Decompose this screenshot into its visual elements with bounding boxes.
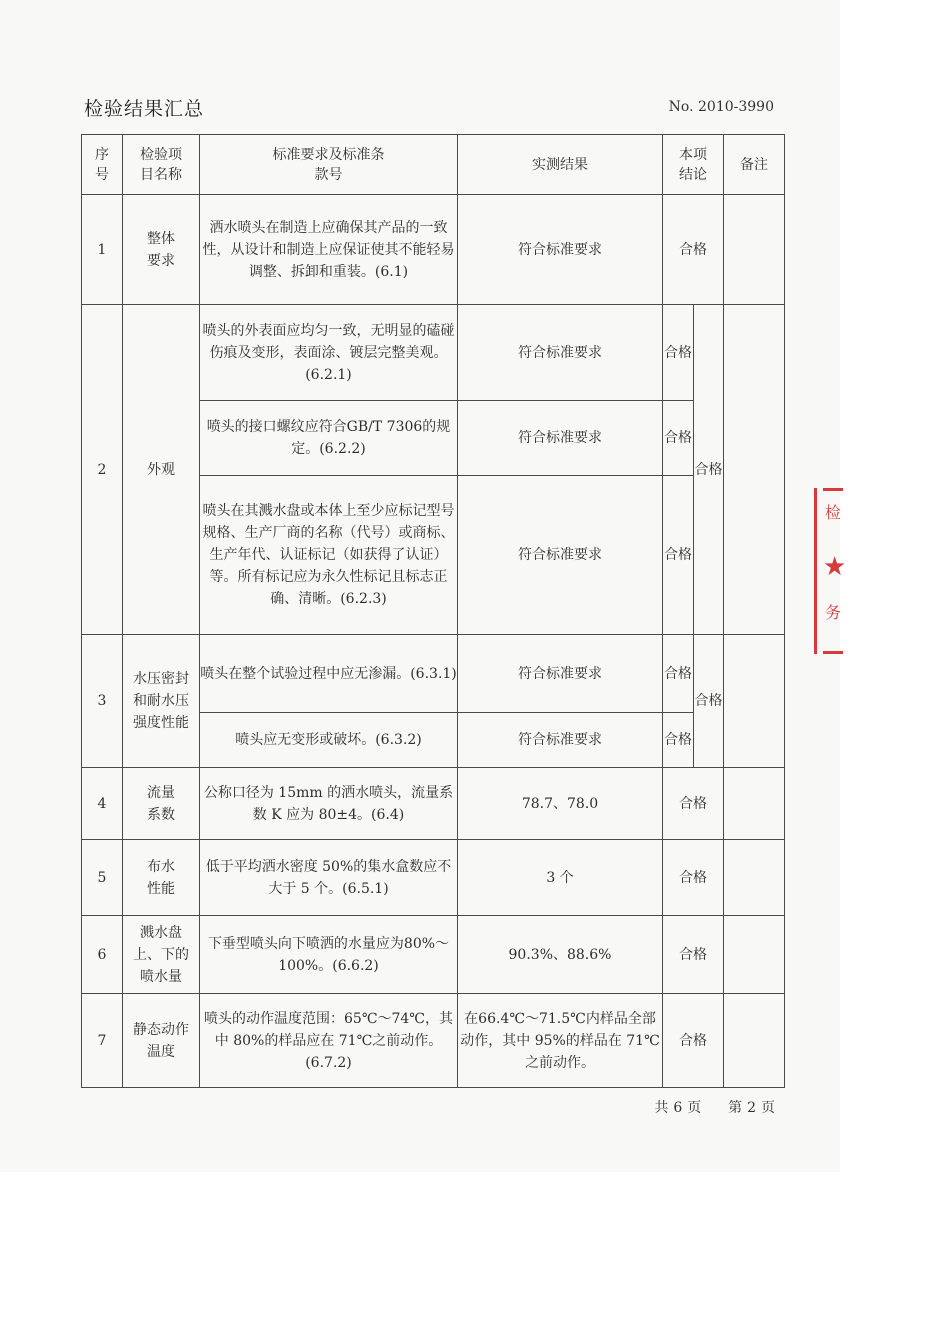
row-item: 整体要求 <box>123 195 200 305</box>
row-requirement: 喷头的外表面应均匀一致，无明显的磕碰伤痕及变形，表面涂、镀层完整美观。(6.2.1) <box>200 305 458 401</box>
row-seq: 5 <box>82 840 123 916</box>
table-row <box>82 768 785 840</box>
document-title: 检验结果汇总 <box>84 98 205 120</box>
star-icon: ★ <box>823 552 847 582</box>
row-result: 符合标准要求 <box>458 476 663 635</box>
row-remarks <box>724 916 785 994</box>
table-header-row <box>82 135 785 195</box>
row-result: 78.7、78.0 <box>458 768 663 840</box>
row-result: 90.3%、88.6% <box>458 916 663 994</box>
row-seq: 2 <box>82 305 123 635</box>
row-seq: 6 <box>82 916 123 994</box>
row-item: 静态动作温度 <box>123 994 200 1088</box>
row-item: 水压密封和耐水压强度性能 <box>123 635 200 768</box>
row-conclusion: 合格 <box>663 840 724 916</box>
current-page: 2 <box>747 1100 757 1116</box>
page-indicator <box>652 1097 778 1117</box>
row-conclusion: 合格 <box>663 994 724 1088</box>
inspection-results-table <box>81 134 785 1088</box>
page-header <box>84 94 774 124</box>
row-result: 符合标准要求 <box>458 401 663 476</box>
current-label: 第 <box>728 1100 744 1116</box>
row-item: 外观 <box>123 305 200 635</box>
row-remarks <box>724 994 785 1088</box>
total-pages: 6 <box>673 1100 684 1116</box>
table-row <box>82 994 785 1088</box>
sub-conclusion: 合格 <box>663 401 694 476</box>
column-header-conclusion: 本项结论 <box>663 135 724 195</box>
row-item: 布水性能 <box>123 840 200 916</box>
row-seq: 3 <box>82 635 123 768</box>
row-remarks <box>724 635 785 768</box>
row-requirement: 洒水喷头在制造上应确保其产品的一致性，从设计和制造上应保证使其不能轻易调整、拆卸和重装。(6.1) <box>200 195 458 305</box>
column-header-item: 检验项目名称 <box>123 135 200 195</box>
total-label: 共 <box>654 1100 670 1116</box>
stamp-glyph-top: 检 <box>825 503 842 522</box>
table-row <box>82 840 785 916</box>
row-conclusion: 合格 <box>694 635 724 768</box>
column-header-result: 实测结果 <box>458 135 663 195</box>
row-conclusion: 合格 <box>663 195 724 305</box>
row-remarks <box>724 840 785 916</box>
row-result: 符合标准要求 <box>458 195 663 305</box>
stamp-bar-bottom <box>823 651 843 654</box>
row-item: 溅水盘上、下的喷水量 <box>123 916 200 994</box>
sub-conclusion: 合格 <box>663 713 694 768</box>
row-requirement: 喷头在整个试验过程中应无渗漏。(6.3.1) <box>200 635 458 713</box>
column-header-standard: 标准要求及标准条款号 <box>200 135 458 195</box>
row-requirement: 喷头的接口螺纹应符合GB/T 7306的规定。(6.2.2) <box>200 401 458 476</box>
row-conclusion: 合格 <box>694 305 724 635</box>
row-result: 符合标准要求 <box>458 713 663 768</box>
current-unit: 页 <box>761 1100 776 1116</box>
row-remarks <box>724 768 785 840</box>
row-conclusion: 合格 <box>663 916 724 994</box>
table-row <box>82 195 785 305</box>
row-result: 在66.4℃～71.5℃内样品全部动作，其中 95%的样品在 71℃之前动作。 <box>458 994 663 1088</box>
document-number: No. 2010-3990 <box>668 99 774 115</box>
row-result: 符合标准要求 <box>458 305 663 401</box>
total-unit: 页 <box>687 1100 703 1116</box>
table-row <box>82 305 785 401</box>
row-requirement: 喷头的动作温度范围：65℃～74℃，其中 80%的样品应在 71℃之前动作。(6.7.2) <box>200 994 458 1088</box>
row-requirement: 喷头在其溅水盘或本体上至少应标记型号规格、生产厂商的名称（代号）或商标、生产年代、认证标记（如获得了认证）等。所有标记应为永久性标记且标志正确、清晰。(6.2.3) <box>200 476 458 635</box>
row-requirement: 喷头应无变形或破坏。(6.3.2) <box>200 713 458 768</box>
row-seq: 1 <box>82 195 123 305</box>
row-requirement: 下垂型喷头向下喷洒的水量应为80%～100%。(6.6.2) <box>200 916 458 994</box>
sub-conclusion: 合格 <box>663 635 694 713</box>
row-requirement: 低于平均洒水密度 50%的集水盒数应不大于 5 个。(6.5.1) <box>200 840 458 916</box>
row-result: 符合标准要求 <box>458 635 663 713</box>
row-requirement: 公称口径为 15mm 的洒水喷头，流量系数 K 应为 80±4。(6.4) <box>200 768 458 840</box>
table-row <box>82 916 785 994</box>
row-seq: 7 <box>82 994 123 1088</box>
row-seq: 4 <box>82 768 123 840</box>
row-item: 流量系数 <box>123 768 200 840</box>
column-header-seq: 序号 <box>82 135 123 195</box>
stamp-glyph-bottom: 务 <box>825 603 842 622</box>
seal-stamp <box>814 488 857 654</box>
column-header-remarks: 备注 <box>724 135 785 195</box>
sub-conclusion: 合格 <box>663 476 694 635</box>
row-remarks <box>724 305 785 635</box>
row-remarks <box>724 195 785 305</box>
row-conclusion: 合格 <box>663 768 724 840</box>
sub-conclusion: 合格 <box>663 305 694 401</box>
row-result: 3 个 <box>458 840 663 916</box>
stamp-bar-top <box>823 488 843 491</box>
table-row <box>82 635 785 713</box>
